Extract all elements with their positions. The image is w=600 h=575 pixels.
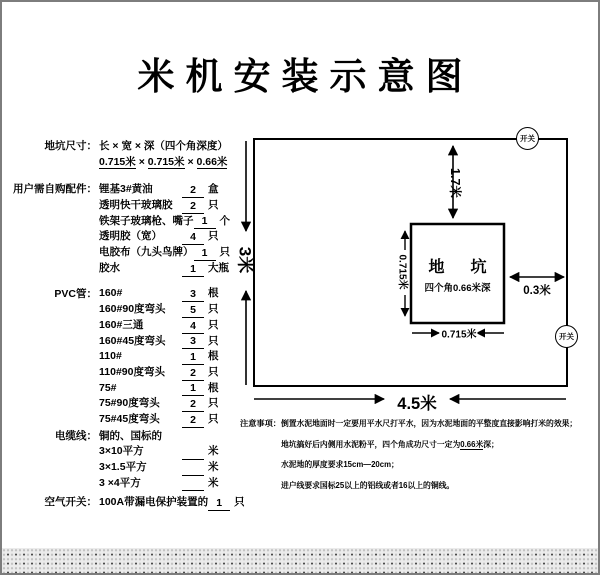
part-name: 3 ×4平方 [99,476,141,489]
part-qty: 2 [182,397,204,412]
part-unit: 只 [219,246,230,259]
side-clearance-label: 0.3米 [523,285,551,297]
part-unit: 根 [208,350,219,363]
part-unit: 只 [208,412,219,425]
part-unit: 只 [208,318,219,331]
multiply-sign: × [135,155,148,168]
part-unit: 只 [208,230,219,243]
note-line2-post: 深； [483,439,499,449]
part-unit: 米 [208,476,219,489]
part-name: 75#45度弯头 [99,412,160,425]
part-name: 3×1.5平方 [99,461,147,474]
pit-width-label: 0.715米 [440,326,477,341]
part-name: 透明胶（宽） [99,230,162,243]
part-name: 110#90度弯头 [99,365,165,378]
pit-height-label: 0.715米 [396,254,408,290]
pit-depth-note: 四个角0.66米深 [424,282,491,294]
switch-label: 开关 [559,332,574,341]
pit-box [413,226,502,321]
part-qty: 1 [182,350,204,365]
room-height-label: 3米 [235,246,255,274]
part-qty: 1 [182,262,204,277]
note-line: 进户线要求国标25以上的铝线或者16以上的铜线。 [280,480,455,490]
part-qty: 5 [182,303,204,318]
part-unit: 根 [208,381,219,394]
part-unit: 只 [208,365,219,378]
part-qty: 1 [194,214,216,229]
part-name: 160#90度弯头 [99,303,166,316]
room-width-label: 4.5米 [397,395,437,413]
notes-label: 注意事项： [240,419,281,428]
part-qty: 4 [182,230,204,245]
part-unit: 只 [208,303,219,316]
part-unit: 只 [208,334,219,347]
note-line [281,435,592,456]
switch-symbol-right [555,325,578,348]
part-name: 胶水 [99,261,120,274]
part-qty: 3 [182,287,204,302]
switch-symbol-top [516,127,539,150]
part-qty: 2 [182,366,204,381]
pit-title: 地 坑 [428,258,492,276]
switch-label: 开关 [520,134,535,143]
part-unit: 盒 [208,183,219,196]
part-qty: 2 [182,183,204,198]
part-name: 160#三通 [99,318,144,331]
part-qty: 1 [194,246,216,261]
part-unit: 个 [219,214,230,227]
part-name: 100A带漏电保护装置的 [99,496,209,509]
part-qty: 4 [182,319,204,334]
part-qty: 1 [182,381,204,396]
part-unit: 米 [208,461,219,474]
part-name: 75# [99,381,117,394]
part-name: 电胶布（九头鸟牌） [99,246,194,259]
part-qty: 1 [208,496,230,511]
part-name: 75#90度弯头 [99,397,160,410]
page-title: 米机安装示意图 [137,56,474,97]
part-unit: 只 [208,397,219,410]
part-unit: 米 [208,445,219,458]
part-name: 110# [99,350,122,363]
part-unit: 大瓶 [208,261,229,274]
note-line: 倒置水泥地面时一定要用平水尺打平水，因为水泥地面的平整度直接影响打米的效果； [280,419,578,428]
multiply-sign: × [184,155,197,168]
part-qty: 2 [182,199,204,214]
part-name: 铜的、国标的 [99,429,162,442]
part-unit: 只 [234,496,245,509]
section-label: 地坑尺寸： [44,140,97,152]
section-label: 用户需自购配件： [13,183,97,196]
pit-dim-depth: 0.66米 [196,155,228,168]
part-name: 160# [99,287,123,300]
part-name: 锂基3#黄油 [99,183,153,196]
part-name: 3×10平方 [99,445,144,458]
section-label: 空气开关： [44,496,97,509]
part-qty: 3 [182,334,204,349]
part-unit: 只 [208,199,219,212]
note-line2-pre: 地坑搞好后内侧用水泥粉平，四个角成功尺寸一定为 [280,439,461,449]
part-qty: 2 [182,413,204,428]
pit-dim-length: 0.715米 [99,155,136,168]
part-name: 160#45度弯头 [99,334,166,347]
top-clearance-label: 1.7米 [448,168,462,198]
pit-size-formula: 长 × 宽 × 深（四个角深度） [99,139,228,152]
notes-block [240,414,592,496]
note-line: 水泥地的厚度要求15cm—20cm； [280,460,399,470]
pit-dim-width: 0.715米 [147,155,185,168]
note-line2-underlined: 0.66米 [460,439,484,449]
part-name: 透明快干玻璃胶 [99,199,173,212]
part-name: 铁架子玻璃枪、嘴子 [99,214,194,227]
section-label: PVC管： [54,287,97,300]
part-unit: 根 [208,287,219,300]
section-label: 电缆线： [55,429,97,442]
